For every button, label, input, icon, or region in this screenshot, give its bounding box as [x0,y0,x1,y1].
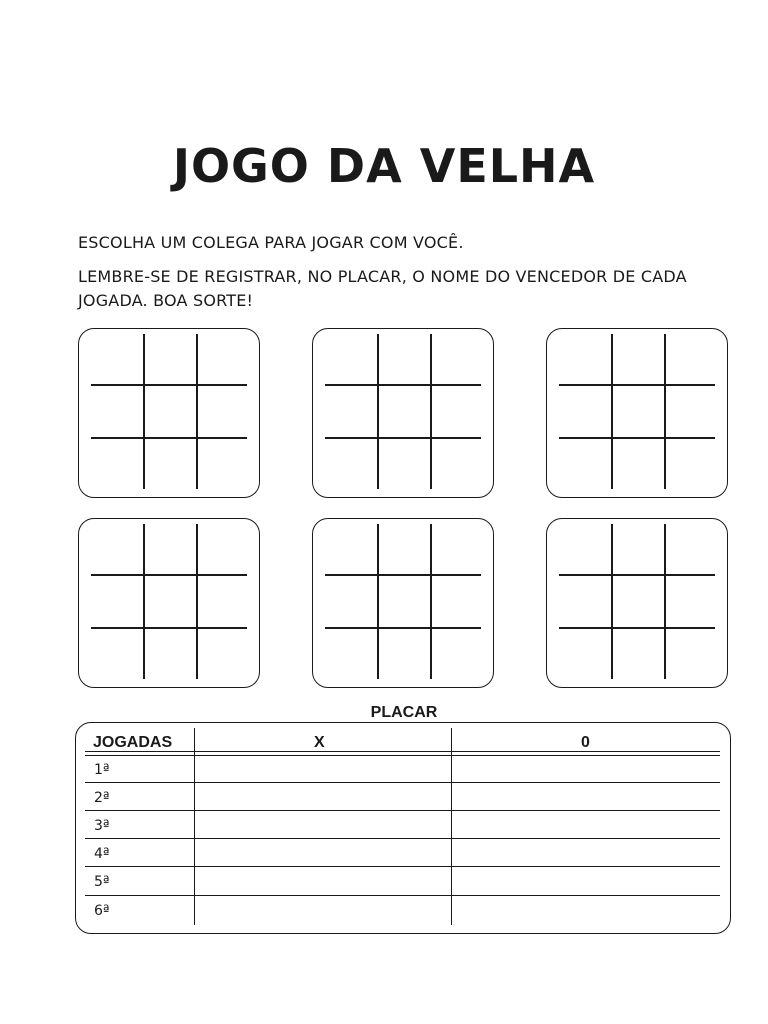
header-o: 0 [581,734,590,751]
row-label-1: 1ª [94,762,110,778]
tic-tac-toe-board-2[interactable] [312,328,494,498]
instruction-2: LEMBRE-SE DE REGISTRAR, NO PLACAR, O NOME DO VENCEDOR DE CADA JOGADA. BOA SORTE! [78,267,687,310]
instruction-1: ESCOLHA UM COLEGA PARA JOGAR COM VOCÊ. [78,233,464,252]
row-label-3: 3ª [94,818,110,834]
scoreboard-title: PLACAR [370,704,438,721]
tic-tac-toe-board-6[interactable] [546,518,728,688]
tic-tac-toe-board-5[interactable] [312,518,494,688]
row-label-6: 6ª [94,903,110,919]
tic-tac-toe-board-3[interactable] [546,328,728,498]
header-jogadas: JOGADAS [93,734,173,751]
row-label-4: 4ª [94,846,110,862]
row-label-5: 5ª [94,874,110,890]
scoreboard-table [75,722,731,934]
tic-tac-toe-board-4[interactable] [78,518,260,688]
header-x: X [314,734,325,751]
page-title: JOGO DA VELHA [172,139,596,193]
tic-tac-toe-board-1[interactable] [78,328,260,498]
row-label-2: 2ª [94,790,110,806]
